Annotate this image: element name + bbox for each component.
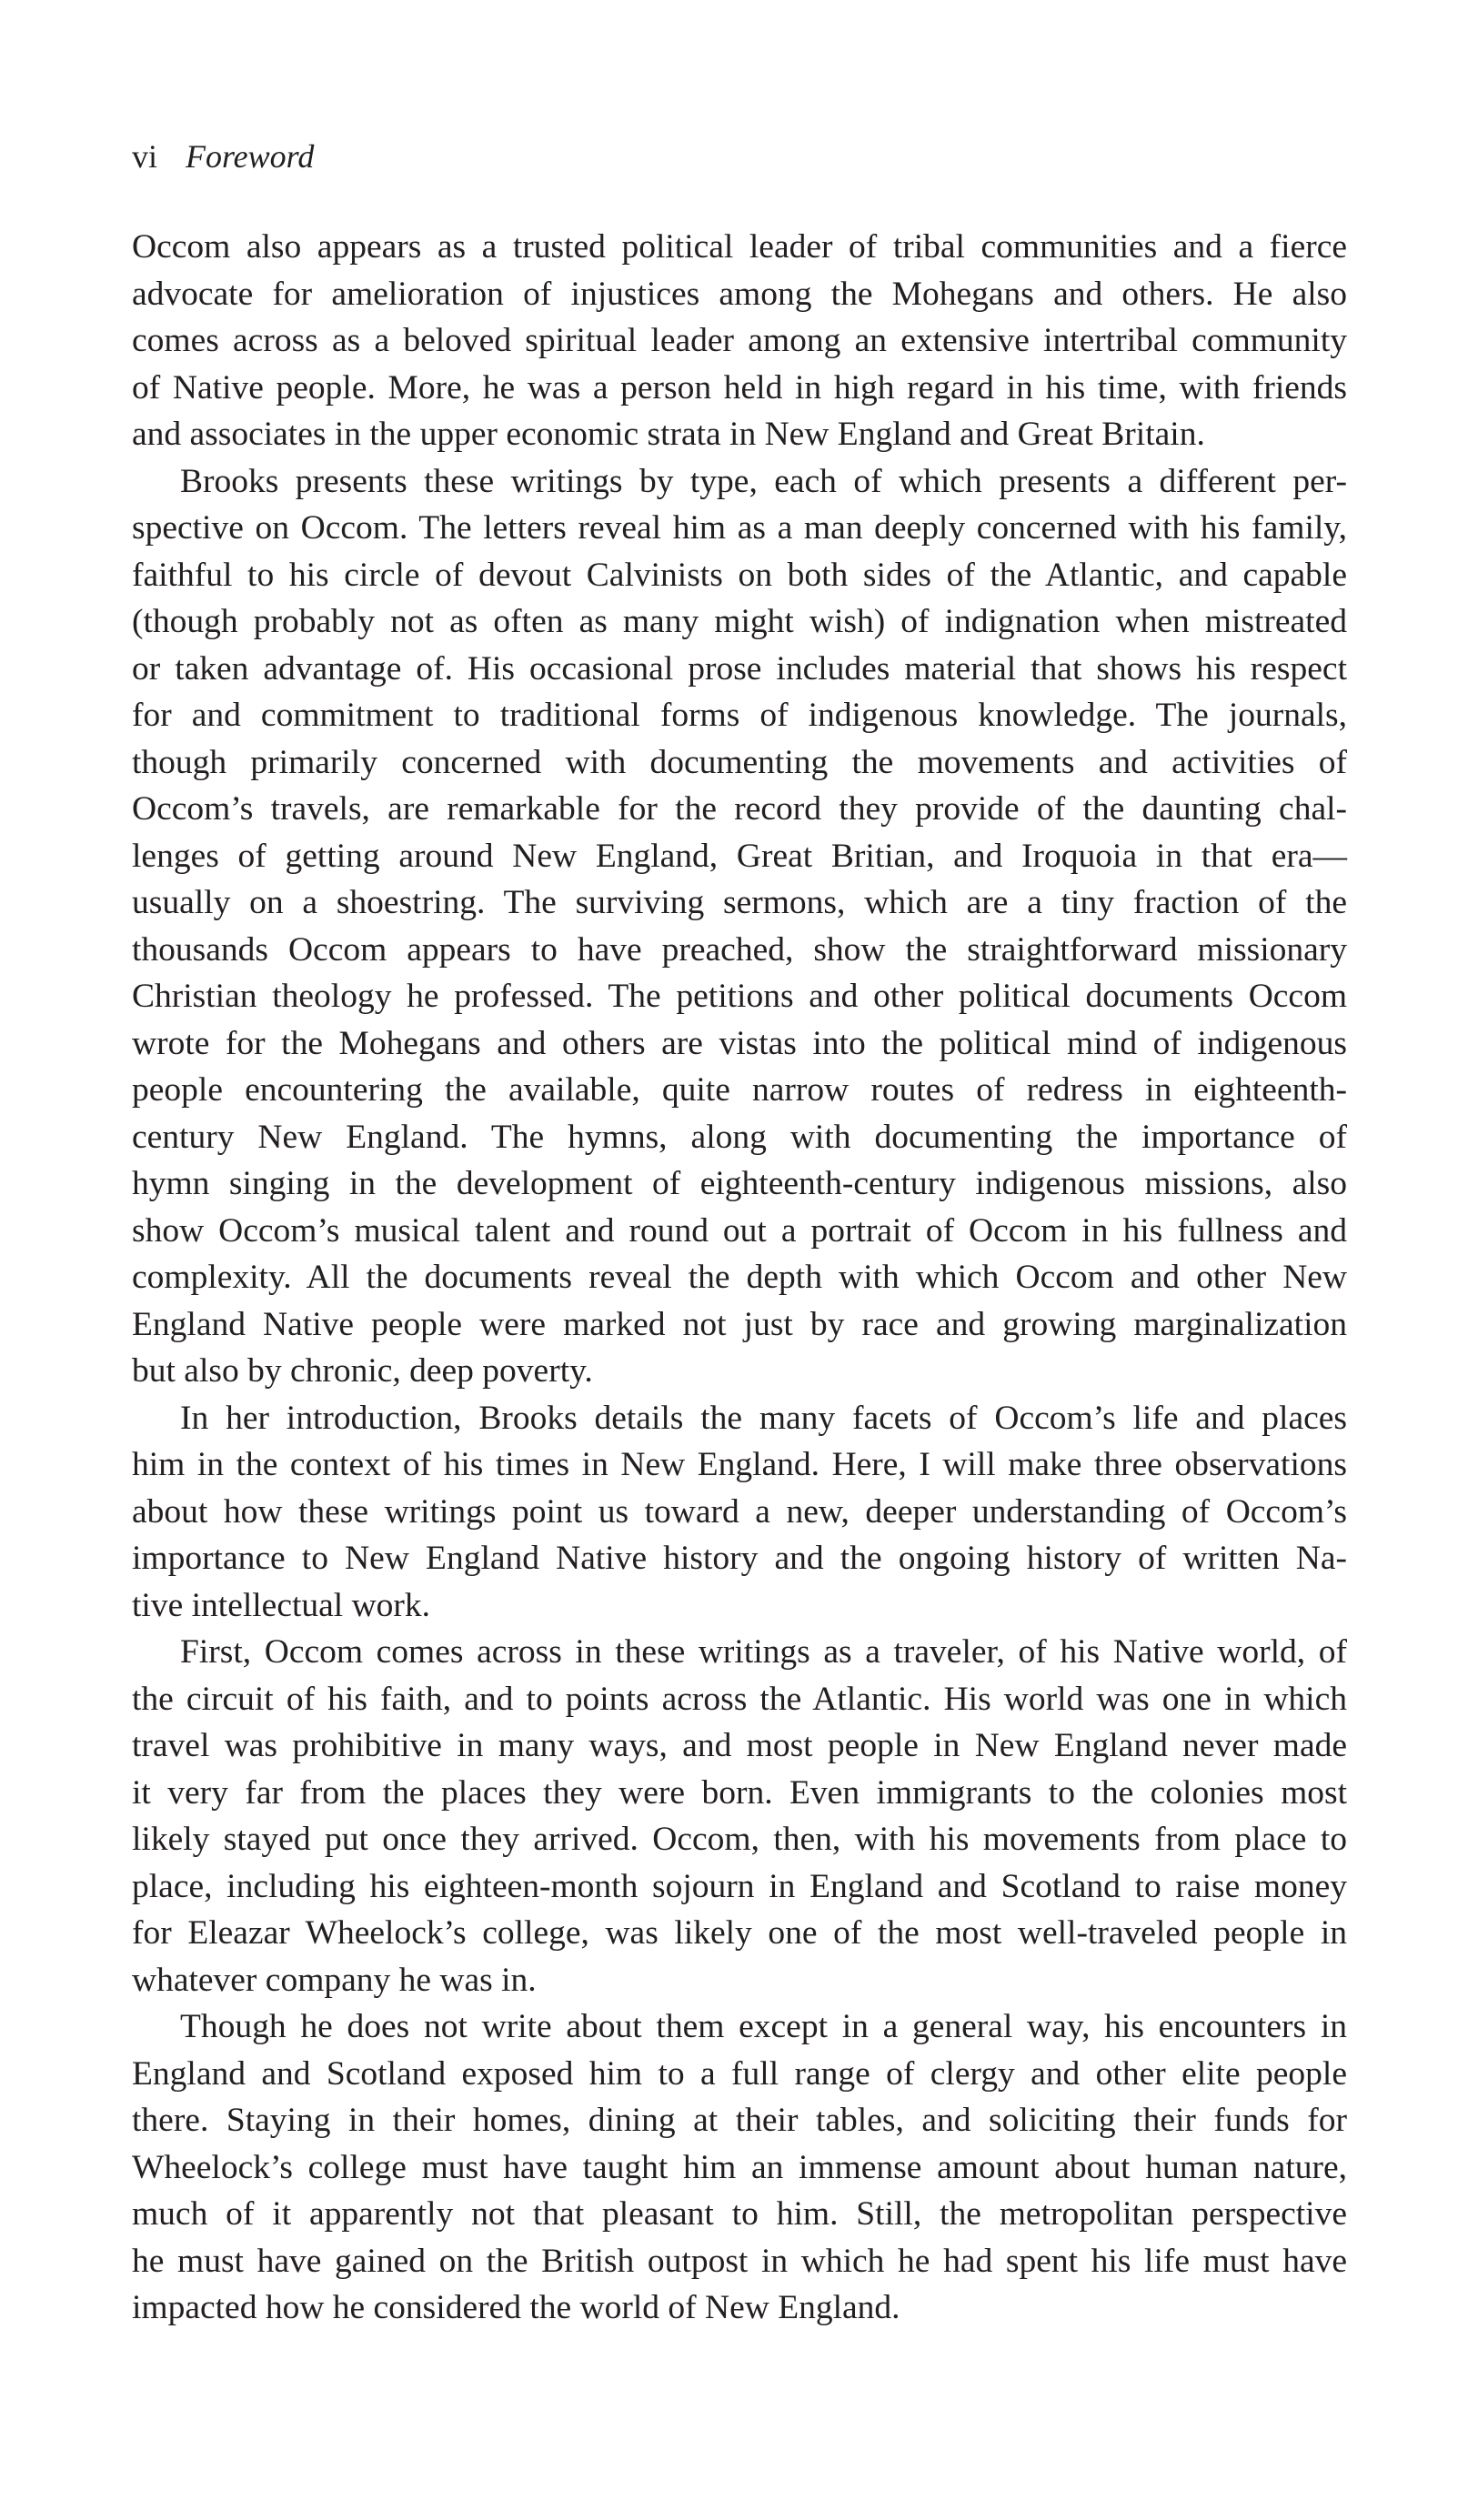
- text-line: and associates in the upper economic strata in New England and Great Britain.: [132, 416, 1205, 453]
- text-line: Brooks presents these writings by type, each of which presents a different per-: [180, 462, 1347, 500]
- text-line: for Eleazar Wheelock’s college, was likely one of the most well-traveled people in: [132, 1914, 1347, 1952]
- text-line: complexity. All the documents reveal the depth with which Occom and other New: [132, 1259, 1347, 1296]
- text-line: him in the context of his times in New England. Here, I will make three observations: [132, 1446, 1347, 1483]
- text-line: usually on a shoestring. The surviving sermons, which are a tiny fraction of the: [132, 884, 1347, 921]
- text-line: but also by chronic, deep poverty.: [132, 1352, 593, 1390]
- text-line: comes across as a beloved spiritual leader among an extensive intertribal community: [132, 322, 1347, 359]
- text-line: England and Scotland exposed him to a full range of clergy and other elite people: [132, 2054, 1347, 2093]
- text-line: show Occom’s musical talent and round out a portrait of Occom in his fullness and: [132, 1211, 1347, 1250]
- text-line: wrote for the Mohegans and others are vistas into the political mind of indigenous: [132, 1024, 1347, 1062]
- running-head: [132, 134, 314, 179]
- text-line: thousands Occom appears to have preached, show the straightforward missionary: [132, 930, 1347, 969]
- text-line: of Native people. More, he was a person held in high regard in his time, with friends: [132, 368, 1347, 407]
- paragraph: [132, 1395, 1347, 1630]
- text-line: much of it apparently not that pleasant to him. Still, the metropolitan perspective: [132, 2195, 1347, 2233]
- text-line: lenges of getting around New England, Great Britian, and Iroquoia in that era—: [132, 837, 1347, 875]
- text-line: Christian theology he professed. The petitions and other political documents Occom: [132, 978, 1347, 1015]
- text-line: place, including his eighteen-month sojourn in England and Scotland to raise money: [132, 1867, 1347, 1905]
- text-line: people encountering the available, quite narrow routes of redress in eighteenth-: [132, 1071, 1347, 1109]
- text-line: In her introduction, Brooks details the many facets of Occom’s life and places: [180, 1399, 1347, 1437]
- text-line: faithful to his circle of devout Calvinists on both sides of the Atlantic, and capable: [132, 556, 1347, 594]
- text-line: century New England. The hymns, along with documenting the importance of: [132, 1118, 1347, 1156]
- paragraph: [132, 458, 1347, 1395]
- text-line: though primarily concerned with documenting the movements and activities of: [132, 743, 1347, 781]
- text-line: travel was prohibitive in many ways, and most people in New England never made: [132, 1727, 1347, 1764]
- text-line: (though probably not as often as many might wish) of indignation when mistreated: [132, 603, 1347, 640]
- text-line: England Native people were marked not just by race and growing marginalization: [132, 1305, 1347, 1343]
- text-line: importance to New England Native history and the ongoing history of written Na-: [132, 1540, 1347, 1577]
- paragraph: [132, 224, 1347, 458]
- text-line: Wheelock’s college must have taught him an immense amount about human nature,: [132, 2148, 1347, 2186]
- text-line: Though he does not write about them except in a general way, his encounters in: [180, 2008, 1347, 2045]
- text-line: it very far from the places they were born. Even immigrants to the colonies most: [132, 1773, 1347, 1812]
- text-line: he must have gained on the British outpost in which he had spent his life must have: [132, 2242, 1347, 2280]
- paragraph: [132, 1629, 1347, 2003]
- text-line: Occom also appears as a trusted political leader of tribal communities and a fierce: [132, 228, 1347, 266]
- text-line: First, Occom comes across in these writings as a traveler, of his Native world, of: [180, 1633, 1347, 1671]
- text-line: about how these writings point us toward a new, deeper understanding of Occom’s: [132, 1492, 1347, 1531]
- text-line: there. Staying in their homes, dining at their tables, and soliciting their funds for: [132, 2102, 1347, 2139]
- text-line: impacted how he considered the world of New England.: [132, 2289, 900, 2326]
- text-line: advocate for amelioration of injustices among the Mohegans and others. He also: [132, 275, 1347, 313]
- text-line: hymn singing in the development of eighteenth-century indigenous missions, also: [132, 1165, 1347, 1202]
- text-line: spective on Occom. The letters reveal him as a man deeply concerned with his family,: [132, 509, 1347, 547]
- text-line: or taken advantage of. His occasional prose includes material that shows his respect: [132, 649, 1347, 688]
- text-line: likely stayed put once they arrived. Occom, then, with his movements from place to: [132, 1821, 1347, 1858]
- body-text: [132, 224, 1347, 2332]
- text-line: Occom’s travels, are remarkable for the record they provide of the daunting chal-: [132, 790, 1347, 828]
- page-number: vi: [132, 138, 158, 175]
- text-line: tive intellectual work.: [132, 1586, 431, 1624]
- text-line: the circuit of his faith, and to points across the Atlantic. His world was one in which: [132, 1680, 1347, 1718]
- text-line: for and commitment to traditional forms of indigenous knowledge. The journals,: [132, 697, 1347, 734]
- paragraph: [132, 2003, 1347, 2332]
- text-line: whatever company he was in.: [132, 1961, 537, 1999]
- section-title: Foreword: [186, 138, 315, 175]
